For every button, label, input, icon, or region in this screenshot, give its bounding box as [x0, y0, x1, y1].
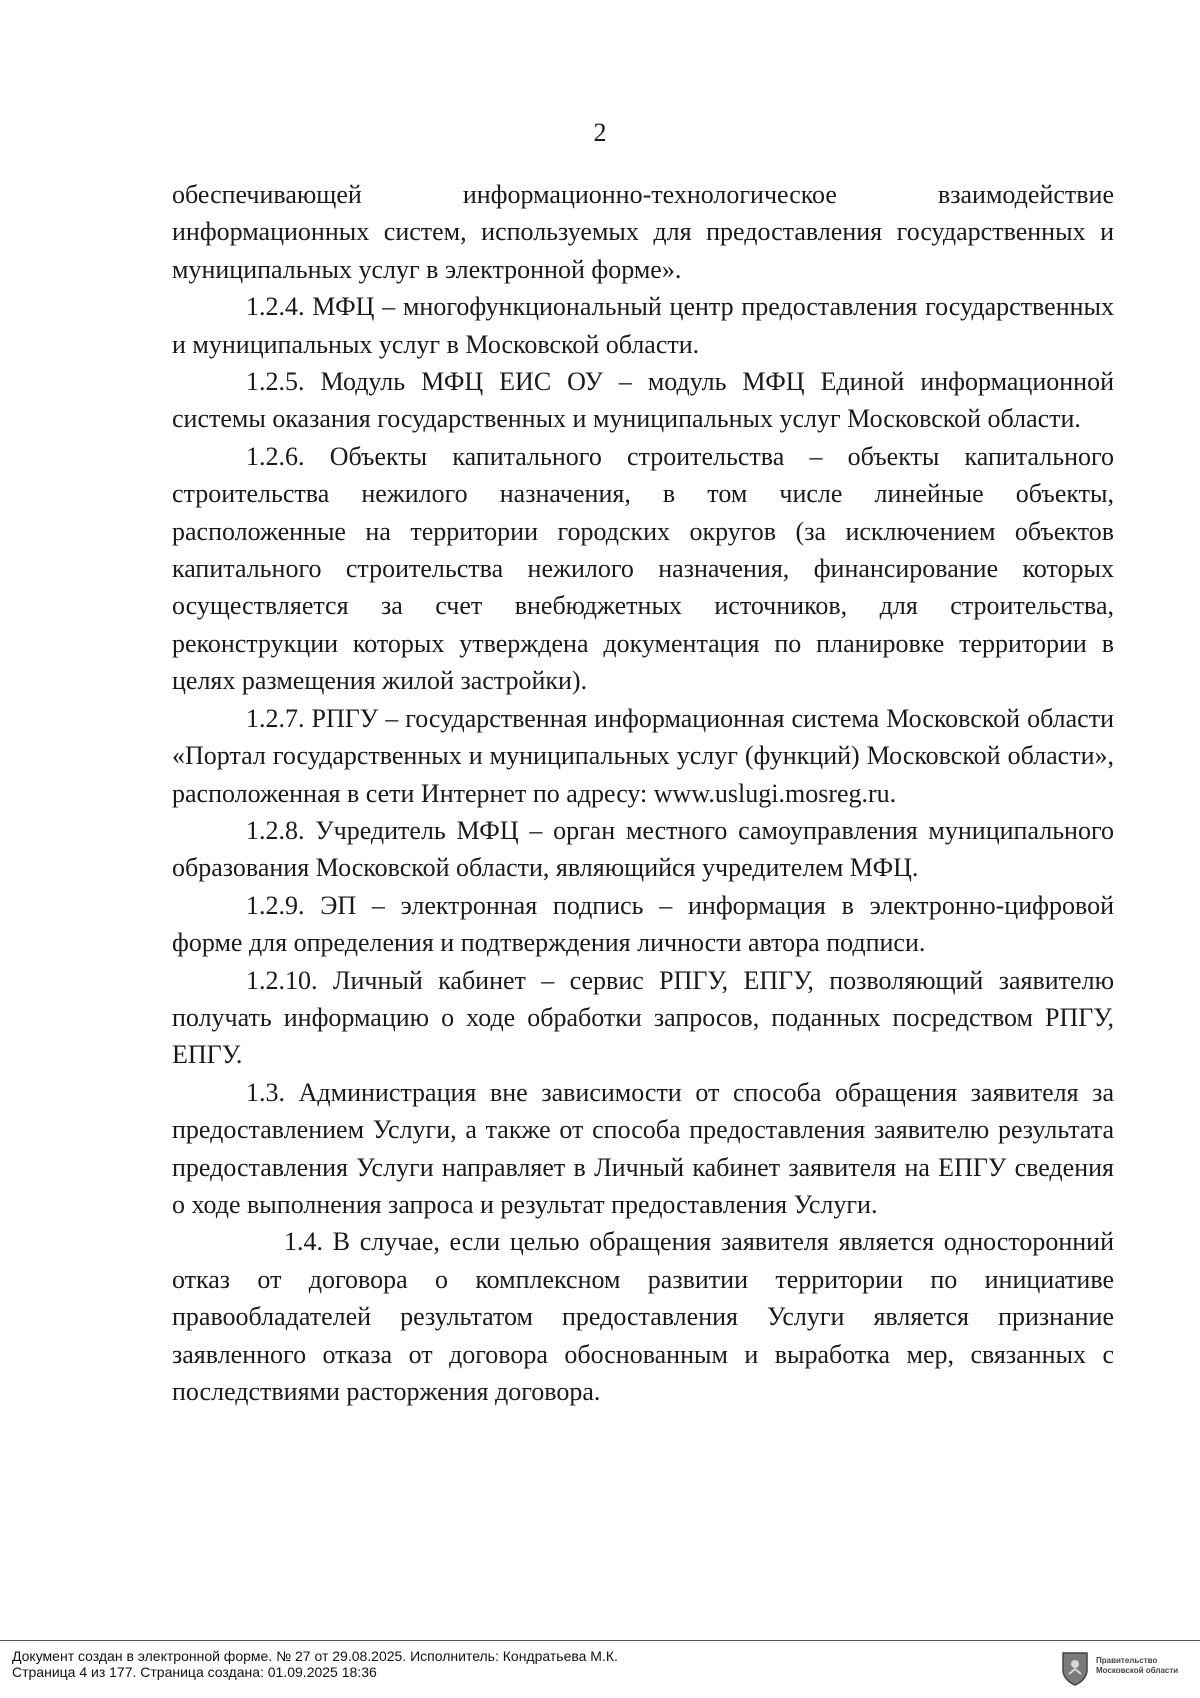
page-number: 2 [593, 118, 607, 147]
logo-caption-line: Московской области [1096, 1666, 1179, 1675]
footer-document-line: Документ создан в электронной форме. № 27 от 29.08.2025. Исполнитель: Кондратьева М.К. [12, 1648, 618, 1664]
paragraph-1-2-7: 1.2.7. РПГУ – государственная информационная система Московской области «Портал государственных и муниципальных услуг (функций) Московской области», расположенная в сети Интернет по адресу: www.uslugi.mosreg.ru. [172, 703, 1114, 808]
document-body [172, 176, 1114, 1410]
footer-page-line: Страница 4 из 177. Страница создана: 01.09.2025 18:36 [12, 1664, 377, 1680]
paragraph-1-2-8: 1.2.8. Учредитель МФЦ – орган местного самоуправления муниципального образования Московской области, являющийся учредителем МФЦ. [172, 815, 1114, 883]
paragraph-1-3: 1.3. Администрация вне зависимости от способа обращения заявителя за предоставлением Услуги, а также от способа предоставления заявителю результата предоставления Услуги направляет в Личный кабинет заявителя на ЕПГУ сведения о ходе выполнения запроса и результат предоставления Услуги. [172, 1077, 1114, 1219]
paragraph-1-2-9: 1.2.9. ЭП – электронная подпись – информация в электронно-цифровой форме для определения и подтверждения личности автора подписи. [172, 890, 1114, 958]
paragraph: обеспечивающей информационно-технологическое взаимодействие информационных систем, используемых для предоставления государственных и муниципальных услуг в электронной форме». [172, 180, 1114, 284]
paragraph-1-4: 1.4. В случае, если целью обращения заявителя является односторонний отказ от договора о комплексном развитии территории по инициативе правообладателей результатом предоставления Услуги является признание заявленного отказа от договора обоснованным и выработка мер, связанных с последствиями расторжения договора. [172, 1227, 1114, 1406]
page-footer [0, 1640, 1200, 1698]
paragraph-1-2-6: 1.2.6. Объекты капитального строительства – объекты капитального строительства нежилого назначения, в том числе линейные объекты, расположенные на территории городских округов (за исключением объектов капитального строительства нежилого назначения, финансирование которых осуществляется за счет внебюджетных источников, для строительства, реконструкции которых утверждена документация по планировке территории в целях размещения жилой застройки). [172, 441, 1114, 696]
coat-of-arms-icon [1060, 1650, 1090, 1686]
footer-divider [0, 1640, 1200, 1641]
footer-info [12, 1648, 618, 1680]
government-logo [1060, 1650, 1192, 1686]
paragraph-1-2-5: 1.2.5. Модуль МФЦ ЕИС ОУ – модуль МФЦ Единой информационной системы оказания государственных и муниципальных услуг Московской области. [172, 367, 1114, 434]
paragraph-1-2-10: 1.2.10. Личный кабинет – сервис РПГУ, ЕПГУ, позволяющий заявителю получать информацию о ходе обработки запросов, поданных посредством РПГУ, ЕПГУ. [172, 965, 1114, 1070]
logo-caption-line: Правительство [1096, 1656, 1158, 1665]
paragraph-1-2-4: 1.2.4. МФЦ – многофункциональный центр предоставления государственных и муниципальных услуг в Московской области. [172, 292, 1114, 359]
logo-caption [1096, 1656, 1178, 1676]
